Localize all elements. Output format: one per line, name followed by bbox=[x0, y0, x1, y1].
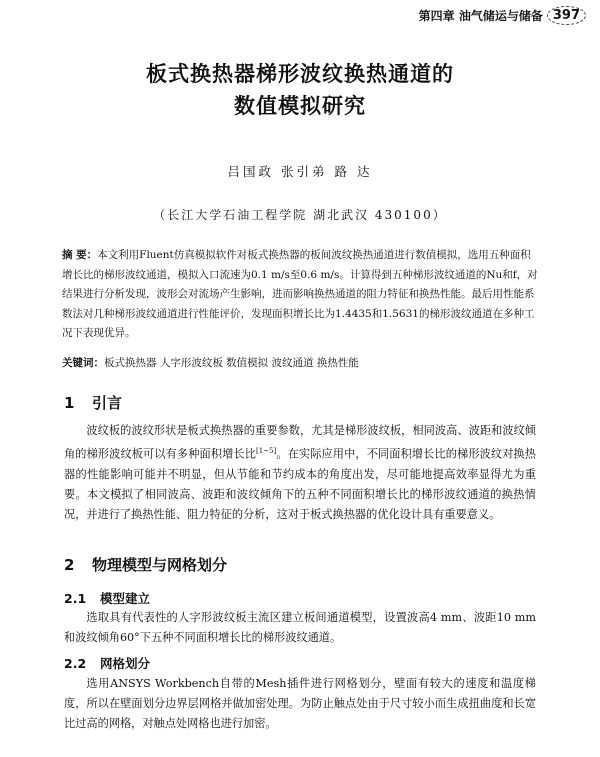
section-heading-physical-model bbox=[64, 554, 227, 575]
section-title: 引言 bbox=[92, 394, 123, 412]
model-paragraph: 选取具有代表性的人字形波纹板主流区建立板间通道模型，设置波高4 mm、波距10 mm和波纹倾角60°下五种不同面积增长比的梯形波纹通道。 bbox=[64, 611, 536, 644]
subsection-number: 2.2 bbox=[64, 656, 87, 671]
subsection-title: 网格划分 bbox=[100, 656, 151, 671]
section-title: 物理模型与网格划分 bbox=[92, 556, 228, 574]
introduction-paragraph bbox=[64, 421, 536, 525]
keywords-text: 板式换热器 人字形波纹板 数值模拟 波纹通道 换热性能 bbox=[104, 357, 359, 369]
subsection-title: 模型建立 bbox=[100, 591, 151, 606]
subsection-heading-mesh bbox=[64, 654, 150, 672]
abstract bbox=[62, 246, 540, 344]
abstract-text: 本文利用Fluent仿真模拟软件对板式换热器的板间波纹换热通道进行数值模拟，选用五种面积增长比的梯形波纹通道，模拟入口流速为0.1 m/s至0.6 m/s。计算得到五种梯形波纹通道的Nu和f，对结果进行分析发现，波形会对流场产生影响，进而影响换热通道的阻力特征和换热性能。最后用性能系数法对几种梯形波纹通道进行性能评价，发现面积增长比为1.4435和1.5631的梯形波纹通道在多种工况下表现优异。 bbox=[62, 249, 538, 339]
section-number: 2 bbox=[64, 556, 75, 574]
intro-text-b: 。在实际应用中，不同面积增长比的梯形波纹对换热器的性能影响可能并不明显，但从节能和节约成本的角度出发，尽可能地提高效率显得尤为重要。本文模拟了相同波高、波距和波纹倾角下的五种不同面积增长比的梯形波纹通道的换热情况，并进行了换热性能、阻力特征的分析，这对于板式换热器的优化设计具有重要意义。 bbox=[64, 447, 536, 521]
keywords bbox=[62, 355, 540, 370]
intro-text-a: 波纹板的波纹形状是板式换热器的重要参数，尤其是梯形波纹板，相同波高、波距和波纹倾角的梯形波纹板可以有多种面积增长比 bbox=[64, 424, 536, 461]
abstract-label: 摘 要： bbox=[62, 249, 98, 261]
section-number: 1 bbox=[64, 394, 75, 412]
page-header bbox=[419, 4, 586, 26]
affiliation: （长江大学石油工程学院 湖北武汉 430100） bbox=[153, 208, 447, 222]
paper-title-line-1: 板式换热器梯形波纹换热通道的 bbox=[146, 62, 454, 86]
paper-title-line-2: 数值模拟研究 bbox=[234, 94, 366, 118]
mesh-paragraph: 选用ANSYS Workbench自带的Mesh插件进行网格划分，壁面有较大的速度和温度梯度，所以在壁面划分边界层网格并做加密处理。为防止触点处由于尺寸较小而生成扭曲度和长宽比过高的网格，对触点处网格也进行加密。 bbox=[64, 677, 536, 730]
authors: 吕国政 张引弟 路 达 bbox=[227, 164, 373, 179]
running-head: 第四章 油气储运与储备 bbox=[418, 8, 543, 23]
keywords-label: 关键词： bbox=[62, 357, 104, 369]
subsection-number: 2.1 bbox=[64, 591, 87, 606]
section-heading-introduction bbox=[64, 392, 122, 413]
citation-ref: [1~5] bbox=[256, 447, 277, 455]
subsection-heading-model bbox=[64, 589, 150, 607]
page-number: 397 bbox=[547, 6, 586, 25]
